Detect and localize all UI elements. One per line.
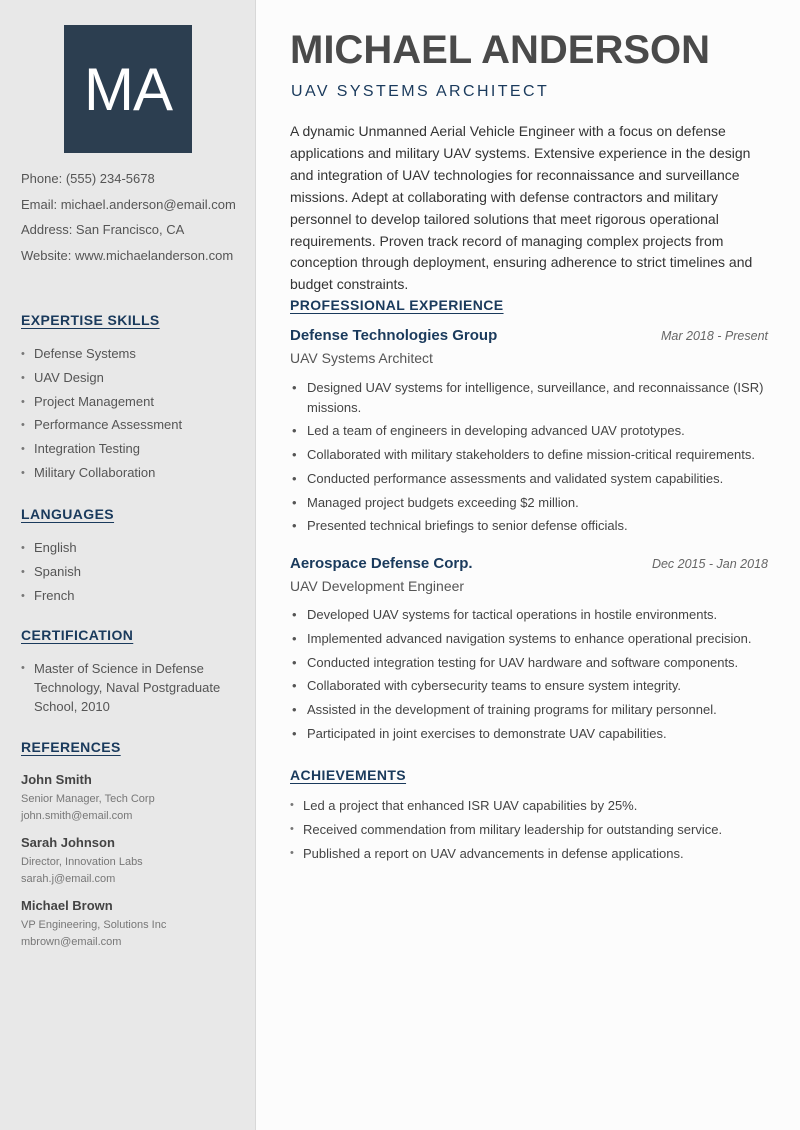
reference-title: Senior Manager, Tech Corp [21, 793, 155, 805]
skill-item: • UAV Design [21, 369, 182, 393]
job-bullet: • Collaborated with military stakeholders to define mission-critical requirements. [290, 445, 775, 465]
skill-item: • Defense Systems [21, 345, 182, 369]
skills-heading: EXPERTISE SKILLS [21, 312, 160, 328]
job-bullets [290, 605, 775, 748]
contact-phone: Phone: (555) 234-5678 [21, 171, 155, 186]
summary: A dynamic Unmanned Aerial Vehicle Engineer with a focus on defense applications and military UAV systems. Extensive experience in the design and integration of UAV technologies for reconnaissance and surveillance missions. Adept at collaborating with defense contractors and military personnel to develop tailored solutions that meet rigorous operational requirements. Proven track record of managing complex projects from conception through deployment, ensuring adherence to strict timelines and budget constraints. [290, 123, 753, 293]
certification-heading: CERTIFICATION [21, 627, 134, 643]
languages-heading: LANGUAGES [21, 506, 115, 522]
avatar-initials: MA [84, 55, 172, 123]
job-dates: Mar 2018 - Present [661, 329, 768, 343]
job-bullet: • Developed UAV systems for tactical operations in hostile environments. [290, 605, 775, 625]
achievement-item: • Led a project that enhanced ISR UAV capabilities by 25%. [290, 796, 775, 816]
achievement-item: • Published a report on UAV advancements in defense applications. [290, 844, 775, 864]
reference-name: Michael Brown [21, 898, 113, 913]
job-bullet: • Collaborated with cybersecurity teams to ensure system integrity. [290, 676, 775, 696]
reference-item [21, 834, 143, 887]
reference-name: Sarah Johnson [21, 835, 115, 850]
references-heading: REFERENCES [21, 739, 121, 755]
company-name: Defense Technologies Group [290, 327, 498, 344]
reference-title: VP Engineering, Solutions Inc [21, 919, 167, 931]
candidate-name: MICHAEL ANDERSON [290, 28, 711, 72]
job-bullet: • Conducted performance assessments and validated system capabilities. [290, 469, 775, 489]
contact-website: Website: www.michaelanderson.com [21, 247, 234, 263]
job-bullet: • Designed UAV systems for intelligence, surveillance, and reconnaissance (ISR) missions. [290, 378, 775, 417]
contact-info [21, 170, 236, 272]
job-bullet: • Conducted integration testing for UAV hardware and software components. [290, 653, 775, 673]
job-title: UAV SYSTEMS ARCHITECT [291, 83, 550, 100]
job-bullets [290, 378, 775, 540]
job-role: UAV Systems Architect [290, 350, 433, 366]
language-item: • French [21, 587, 81, 611]
reference-item [21, 897, 166, 950]
skill-item: • Project Management [21, 393, 182, 417]
reference-title: Director, Innovation Labs [21, 856, 143, 868]
achievements-list [290, 796, 775, 868]
job-bullet: • Presented technical briefings to senior defense officials. [290, 516, 775, 536]
job-bullet: • Participated in joint exercises to demonstrate UAV capabilities. [290, 724, 775, 744]
reference-email: mbrown@email.com [21, 936, 122, 948]
sidebar [0, 0, 256, 1130]
achievement-item: • Received commendation from military leadership for outstanding service. [290, 820, 775, 840]
language-item: • English [21, 539, 81, 563]
skill-item: • Military Collaboration [21, 464, 182, 488]
job-dates: Dec 2015 - Jan 2018 [651, 557, 768, 571]
reference-item [21, 771, 155, 824]
job-header [290, 327, 768, 344]
job-bullet: • Led a team of engineers in developing advanced UAV prototypes. [290, 421, 775, 441]
reference-name: John Smith [21, 772, 92, 787]
reference-email: john.smith@email.com [21, 810, 133, 822]
avatar [64, 25, 192, 153]
skills-list [21, 345, 182, 488]
job-bullet: • Implemented advanced navigation systems to enhance operational precision. [290, 629, 775, 649]
reference-email: sarah.j@email.com [21, 873, 116, 885]
job-role: UAV Development Engineer [290, 578, 465, 594]
language-item: • Spanish [21, 563, 81, 587]
languages-list [21, 539, 81, 610]
job-bullet: • Managed project budgets exceeding $2 million. [290, 493, 775, 513]
certification-list [21, 659, 231, 716]
contact-email: Email: michael.anderson@email.com [21, 196, 236, 212]
job-bullet: • Assisted in the development of training programs for military personnel. [290, 700, 775, 720]
certification-item: • Master of Science in Defense Technology, Naval Postgraduate School, 2010 [21, 659, 231, 716]
experience-heading: PROFESSIONAL EXPERIENCE [290, 297, 504, 313]
skill-item: • Performance Assessment [21, 416, 182, 440]
contact-address: Address: San Francisco, CA [21, 222, 185, 237]
company-name: Aerospace Defense Corp. [290, 555, 473, 572]
skill-item: • Integration Testing [21, 440, 182, 464]
job-header [290, 555, 768, 572]
achievements-heading: ACHIEVEMENTS [290, 767, 407, 783]
